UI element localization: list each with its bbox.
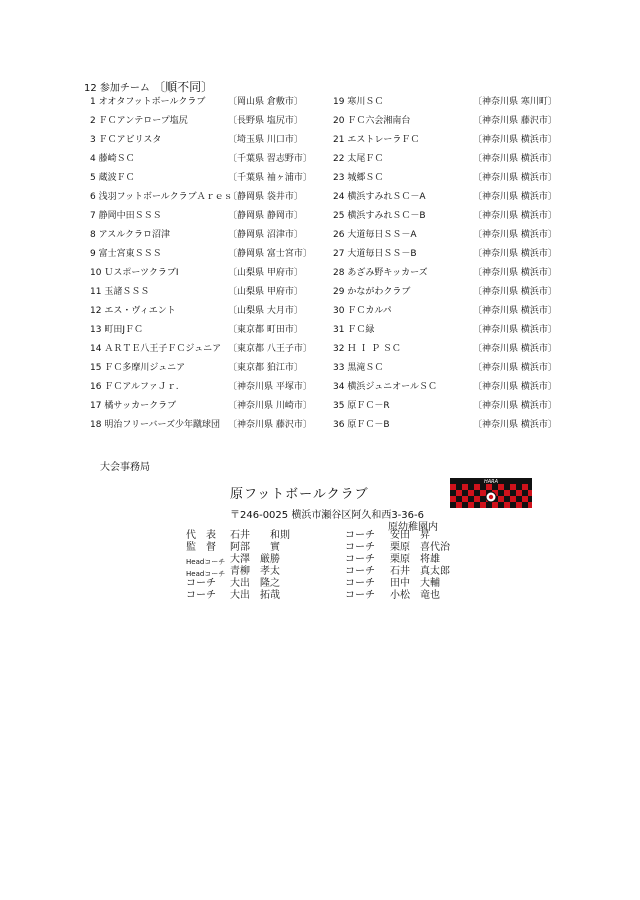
team-location: 〔山梨県 甲府市〕 [228,287,303,297]
section-note: 〔順不同〕 [153,80,214,94]
team-location: 〔神奈川県 横浜市〕 [473,154,557,164]
team-name: 31 ＦＣ緑 [333,325,375,335]
team-location: 〔神奈川県 横浜市〕 [473,420,557,430]
team-name: 9 富士宮東ＳＳＳ [90,249,162,259]
team-row [0,382,640,401]
team-row [0,211,640,230]
team-name: 32 Ｈ Ｉ Ｐ ＳＣ [333,344,401,354]
team-location: 〔千葉県 袖ヶ浦市〕 [228,173,312,183]
team-name: 20 ＦＣ六会湘南台 [333,116,411,126]
team-row [0,420,640,439]
team-name: 21 エストレーラＦＣ [333,135,420,145]
team-name: 8 アスルクラロ沼津 [90,230,171,240]
staff-role: Headコーチ [186,570,226,578]
team-location: 〔東京都 狛江市〕 [228,363,303,373]
team-name: 23 城郷ＳＣ [333,173,384,183]
team-name: 11 玉諸ＳＳＳ [90,287,150,297]
team-location: 〔静岡県 静岡市〕 [228,211,303,221]
staff-role: コーチ [345,554,375,565]
team-name: 14 ＡＲＴＥ八王子ＦＣジュニア [90,344,222,354]
staff-role: コーチ [186,578,216,589]
team-location: 〔神奈川県 横浜市〕 [473,268,557,278]
staff-role: 監 督 [186,542,216,553]
team-name: 3 ＦＣアビリスタ [90,135,162,145]
staff-name: 大澤 厳勝 [230,554,280,565]
section-title-text: 参加チーム [99,83,150,94]
svg-text:HARA: HARA [483,479,499,485]
team-location: 〔山梨県 大月市〕 [228,306,303,316]
team-name: 5 蔵波ＦＣ [90,173,135,183]
team-name: 16 ＦＣアルファＪｒ. [90,382,179,392]
team-row [0,363,640,382]
team-name: 4 藤崎ＳＣ [90,154,135,164]
team-location: 〔埼玉県 川口市〕 [228,135,303,145]
team-location: 〔東京都 八王子市〕 [228,344,312,354]
team-location: 〔神奈川県 横浜市〕 [473,382,557,392]
staff-role: 代 表 [186,530,216,541]
team-name: 12 エス・ヴィエント [90,306,176,316]
team-location: 〔神奈川県 横浜市〕 [473,249,557,259]
team-name: 29 かながわクラブ [333,287,411,297]
team-location: 〔神奈川県 川崎市〕 [228,401,312,411]
team-location: 〔神奈川県 横浜市〕 [473,287,557,297]
team-location: 〔神奈川県 横浜市〕 [473,135,557,145]
team-row [0,154,640,173]
team-row [0,268,640,287]
staff-role: コーチ [345,590,375,601]
team-location: 〔東京都 町田市〕 [228,325,303,335]
team-row [0,401,640,420]
team-name: 22 太尾ＦＣ [333,154,384,164]
staff-name: 栗原 将雄 [390,554,440,565]
team-row [0,230,640,249]
staff-role: コーチ [345,542,375,553]
office-address: 〒246-0025 横浜市瀬谷区阿久和西3-36-6 [230,510,424,521]
staff-name: 安田 昇 [390,530,430,541]
team-name: 10 ＵスポーツクラブⅠ [90,268,179,278]
staff-name: 大出 隆之 [230,578,280,589]
team-name: 35 原ＦＣ－R [333,401,390,411]
team-row [0,249,640,268]
team-location: 〔千葉県 習志野市〕 [228,154,312,164]
team-name: 6 浅羽フットボールクラブＡｒｅｓ [90,192,233,202]
team-row [0,192,640,211]
team-name: 1 オオタフットボールクラブ [90,97,206,107]
team-location: 〔神奈川県 平塚市〕 [228,382,312,392]
staff-name: 石井 和則 [230,530,290,541]
team-row [0,325,640,344]
team-location: 〔神奈川県 横浜市〕 [473,363,557,373]
team-name: 30 ＦＣカルパ [333,306,392,316]
team-row [0,306,640,325]
team-location: 〔神奈川県 藤沢市〕 [228,420,312,430]
team-location: 〔山梨県 甲府市〕 [228,268,303,278]
team-name: 26 大道毎日ＳＳ－A [333,230,417,240]
staff-name: 大出 拓哉 [230,590,280,601]
team-name: 33 黒滝ＳＣ [333,363,384,373]
club-logo [450,478,532,508]
team-row [0,116,640,135]
staff-name: 栗原 喜代治 [390,542,450,553]
staff-role: コーチ [345,578,375,589]
section-title [84,78,213,95]
team-name: 28 あざみ野キッカーズ [333,268,428,278]
team-row [0,287,640,306]
team-name: 36 原ＦＣ－B [333,420,390,430]
staff-name: 阿部 實 [230,542,280,553]
team-location: 〔神奈川県 横浜市〕 [473,306,557,316]
team-location: 〔静岡県 沼津市〕 [228,230,303,240]
staff-role: コーチ [345,530,375,541]
team-row [0,173,640,192]
team-location: 〔長野県 塩尻市〕 [228,116,303,126]
team-list [0,97,640,439]
team-location: 〔神奈川県 横浜市〕 [473,192,557,202]
team-location: 〔神奈川県 寒川町〕 [473,97,557,107]
team-row [0,97,640,116]
team-location: 〔神奈川県 横浜市〕 [473,211,557,221]
team-name: 19 寒川ＳＣ [333,97,384,107]
staff-role: Headコーチ [186,558,226,566]
team-name: 34 横浜ジュニオールＳＣ [333,382,437,392]
team-location: 〔神奈川県 横浜市〕 [473,325,557,335]
team-name: 15 ＦＣ多摩川ジュニア [90,363,186,373]
office-heading: 大会事務局 [100,462,150,473]
staff-name: 青柳 孝太 [230,566,280,577]
team-location: 〔静岡県 袋井市〕 [228,192,303,202]
team-name: 13 町田JＦＣ [90,325,143,335]
section-number: 12 [84,83,97,94]
team-name: 17 橘サッカークラブ [90,401,177,411]
team-name: 7 静岡中田ＳＳＳ [90,211,162,221]
team-row [0,135,640,154]
team-location: 〔神奈川県 横浜市〕 [473,344,557,354]
team-name: 24 横浜すみれＳＣ－A [333,192,426,202]
team-name: 25 横浜すみれＳＣ－B [333,211,426,221]
team-name: 27 大道毎日ＳＳ－B [333,249,417,259]
team-row [0,344,640,363]
team-location: 〔神奈川県 藤沢市〕 [473,116,557,126]
club-name: 原フットボールクラブ [230,487,369,502]
team-location: 〔神奈川県 横浜市〕 [473,173,557,183]
team-name: 18 明治フリーバーズ少年蹴球団 [90,420,221,430]
team-location: 〔岡山県 倉敷市〕 [228,97,303,107]
staff-role: コーチ [186,590,216,601]
team-location: 〔静岡県 富士宮市〕 [228,249,312,259]
staff-name: 石井 真太郎 [390,566,450,577]
team-name: 2 ＦＣアンテロープ塩尻 [90,116,188,126]
staff-name: 小松 竜也 [390,590,440,601]
team-location: 〔神奈川県 横浜市〕 [473,401,557,411]
team-location: 〔神奈川県 横浜市〕 [473,230,557,240]
staff-role: コーチ [345,566,375,577]
office-kindergarten: 原幼稚園内 [388,522,438,533]
staff-name: 田中 大輔 [390,578,440,589]
